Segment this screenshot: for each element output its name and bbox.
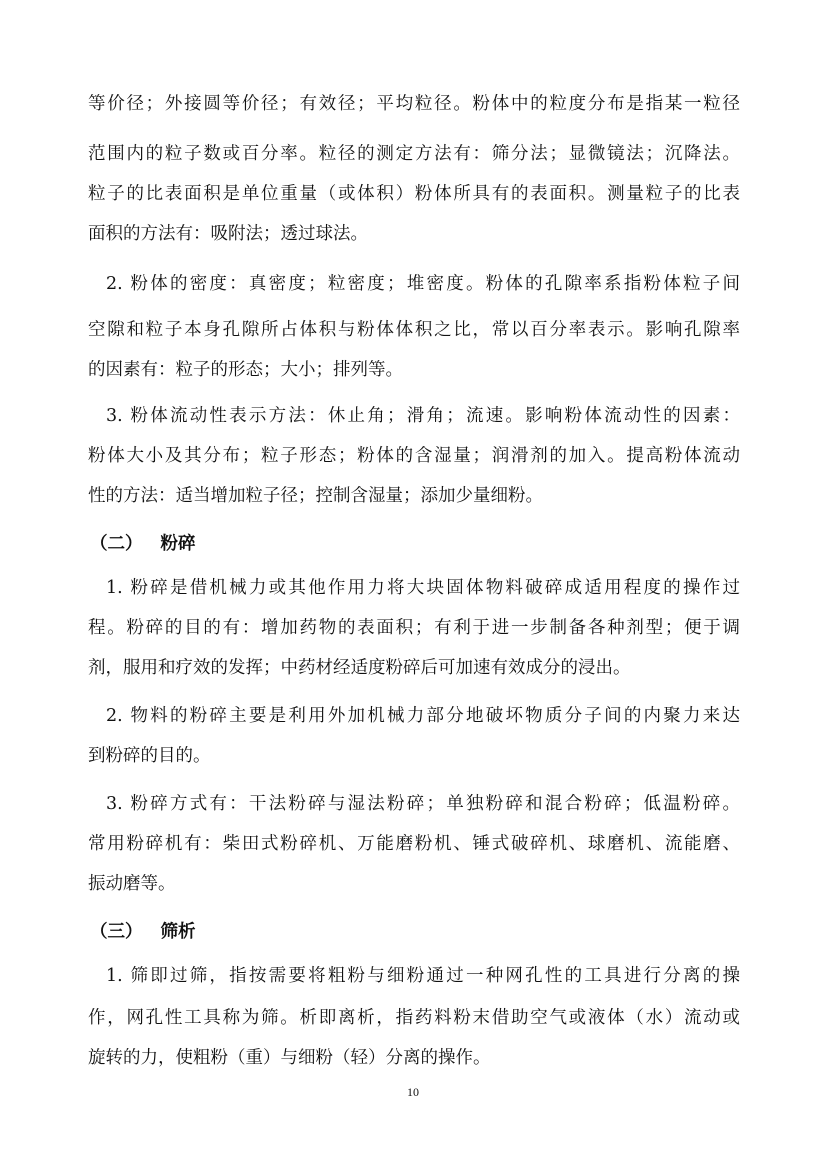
text-line: 2. 粉体的密度：真密度；粒密度；堆密度。粉体的孔隙率系指粉体粒子间 (106, 274, 740, 294)
section-heading (90, 920, 196, 944)
text-line: 作，网孔性工具称为筛。析即离析，指药料粉末借助空气或液体（水）流动或 (88, 1008, 740, 1028)
text-line: 振动磨等。 (88, 874, 176, 894)
text-line: 的因素有：粒子的形态；大小；排列等。 (88, 360, 403, 380)
text-line: 粉体大小及其分布；粒子形态；粉体的含湿量；润滑剂的加入。提高粉体流动 (88, 446, 740, 466)
text-line: 2. 物料的粉碎主要是利用外加机械力部分地破坏物质分子间的内聚力来达 (106, 706, 740, 726)
text-line: 1. 筛即过筛，指按需要将粗粉与细粉通过一种网孔性的工具进行分离的操 (106, 966, 740, 986)
section-number: （二） (90, 534, 143, 554)
text-line: 1. 粉碎是借机械力或其他作用力将大块固体物料破碎成适用程度的操作过 (106, 578, 740, 598)
text-line: 粒子的比表面积是单位重量（或体积）粉体所具有的表面积。测量粒子的比表 (88, 184, 740, 204)
section-title: 粉碎 (160, 534, 196, 554)
section-title: 筛析 (160, 922, 196, 942)
text-line: 旋转的力，使粗粉（重）与细粉（轻）分离的操作。 (88, 1048, 491, 1068)
text-line: 空隙和粒子本身孔隙所占体积与粉体体积之比，常以百分率表示。影响孔隙率 (88, 320, 740, 340)
text-line: 3. 粉碎方式有：干法粉碎与湿法粉碎；单独粉碎和混合粉碎；低温粉碎。 (106, 794, 740, 814)
text-line: 3. 粉体流动性表示方法：休止角；滑角；流速。影响粉体流动性的因素： (106, 406, 740, 426)
text-line: 等价径；外接圆等价径；有效径；平均粒径。粉体中的粒度分布是指某一粒径 (88, 94, 740, 114)
text-line: 剂，服用和疗效的发挥；中药材经适度粉碎后可加速有效成分的浸出。 (88, 658, 631, 678)
section-heading (90, 532, 196, 556)
page-number: 10 (407, 1085, 419, 1099)
text-line: 程。粉碎的目的有：增加药物的表面积；有利于进一步制备各种剂型；便于调 (88, 618, 740, 638)
section-number: （三） (90, 922, 143, 942)
text-line: 到粉碎的目的。 (88, 746, 211, 766)
text-line: 常用粉碎机有：柴田式粉碎机、万能磨粉机、锤式破碎机、球磨机、流能磨、 (88, 834, 740, 854)
text-line: 性的方法：适当增加粒子径；控制含湿量；添加少量细粉。 (88, 486, 543, 506)
text-line: 面积的方法有：吸附法；透过球法。 (88, 224, 368, 244)
text-line: 范围内的粒子数或百分率。粒径的测定方法有：筛分法；显微镜法；沉降法。 (88, 144, 740, 164)
